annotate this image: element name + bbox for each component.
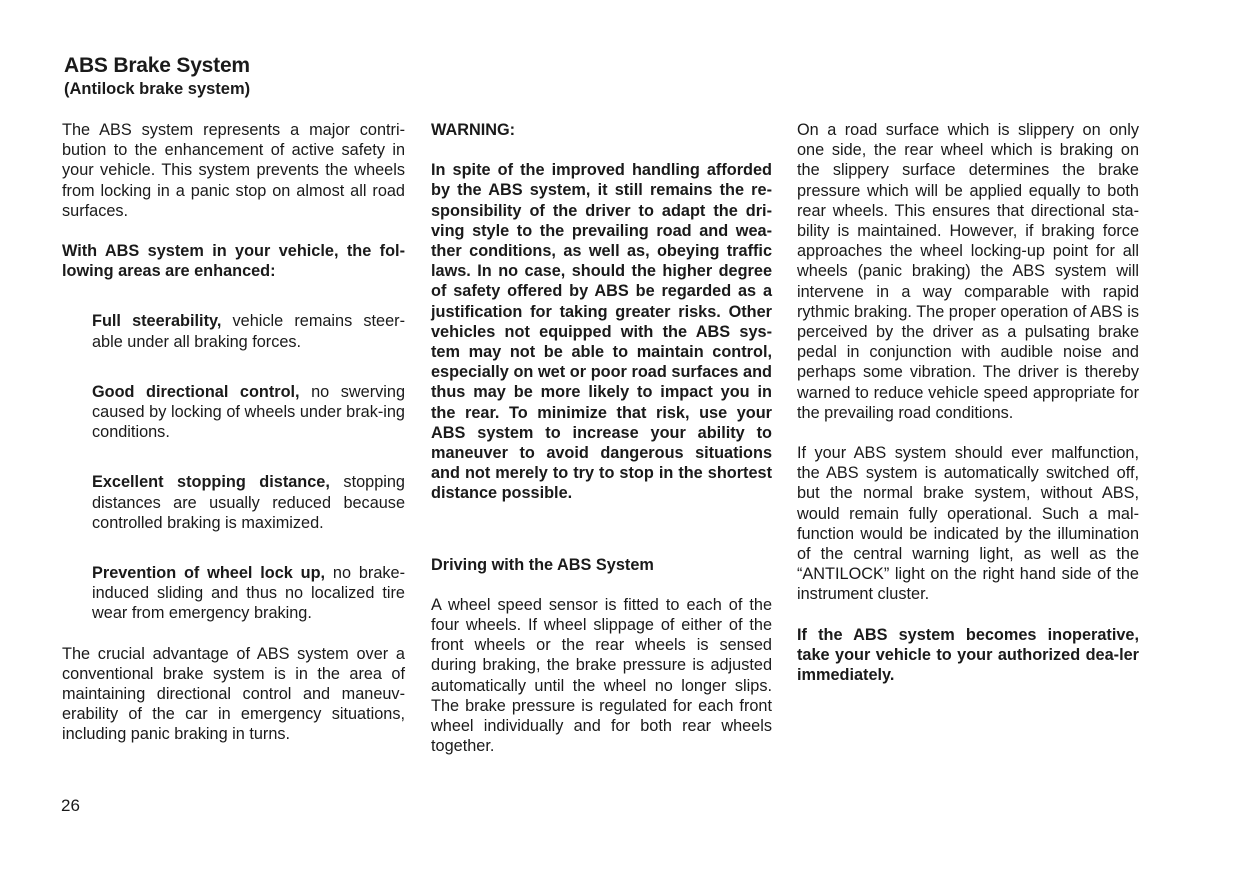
benefit-full-steerability [62,311,405,351]
benefit-term: Good directional control, [92,382,300,401]
section-heading: Driving with the ABS System [431,555,654,574]
column-middle [431,120,772,756]
enhanced-areas-heading: With ABS system in your vehicle, the fol-lowing areas are enhanced: [62,242,405,281]
warning-text: In spite of the improved handling afforded by the ABS system, it still remains the re-sponsibility of the driver to adapt the dri-ving style to the prevailing road and wea-ther conditions, as well as, obeying traffic laws. In no case, should the higher degree of safety offered by ABS be regarded as a justification for taking greater risks. Other vehicles not equipped with the ABS sys-tem may not be able to maintain control, especially on wet or poor road surfaces and thus may be more likely to impact you in the rear. To minimize that risk, use your ABS system to increase your ability to maneuver to avoid dangerous situations and not merely to try to stop in the shortest distance possible. [431,161,772,503]
benefit-text: no brake-induced sliding and thus no localized tire wear from emergency braking. [92,564,405,623]
inoperative-notice: If the ABS system becomes inoperative, take your vehicle to your authorized dea-ler immediately. [797,625,1139,685]
warning-label: WARNING: [431,121,516,139]
benefit-term: Full steerability, [92,312,222,331]
malfunction-paragraph: If your ABS system should ever malfunction, the ABS system is automatically switched off, but the normal brake system, without ABS, would remain fully operational. Such a mal-function would be indicated by the illumination of the central warning light, as well as the “ANTILOCK” light on the right hand side of the instrument cluster. [797,444,1139,604]
column-right [797,120,1139,685]
conclusion-paragraph: The crucial advantage of ABS system over a conventional brake system is in the area of maintaining directional control and maneuv-erability of the car in emergency situations, including panic braking in turns. [62,644,405,744]
section-paragraph: A wheel speed sensor is fitted to each of the four wheels. If wheel slippage of either of the front wheels or the rear wheels is sensed during braking, the brake pressure is adjusted automatically until the wheel no longer slips. The brake pressure is regulated for each front wheel individually and for both rear wheels together. [431,595,772,756]
benefit-directional-control [62,382,405,443]
page-title: ABS Brake System [64,54,250,77]
column-left [62,120,405,745]
benefit-term: Prevention of wheel lock up, [92,564,326,583]
benefit-wheel-lock-prevention [62,563,405,624]
benefit-text: vehicle remains steer-able under all braking forces. [92,312,406,351]
benefit-text: stopping distances are usually reduced because controlled braking is maximized. [92,473,405,532]
intro-paragraph: The ABS system represents a major contri-bution to the enhancement of active safety in your vehicle. This system prevents the wheels from locking in a panic stop on almost all road surfaces. [62,121,405,220]
page-subtitle: (Antilock brake system) [64,80,251,98]
benefit-stopping-distance [62,472,405,533]
slippery-surface-paragraph: On a road surface which is slippery on only one side, the rear wheel which is braking on the slippery surface determines the brake pressure which will be applied equally to both rear wheels. This ensures that directional sta-bility is maintained. However, if braking force approaches the wheel locking-up point for all wheels (panic braking) the ABS system will intervene in a way comparable with rapid rythmic braking. The proper operation of ABS is perceived by the driver as a pulsating brake pedal in conjunction with audible noise and perhaps some vibration. The driver is thereby warned to reduce vehicle speed appropriate for the prevailing road conditions. [797,121,1139,422]
page-number: 26 [61,796,80,815]
benefit-term: Excellent stopping distance, [92,473,330,492]
benefit-text: no swerving caused by locking of wheels under brak-ing conditions. [92,382,406,442]
